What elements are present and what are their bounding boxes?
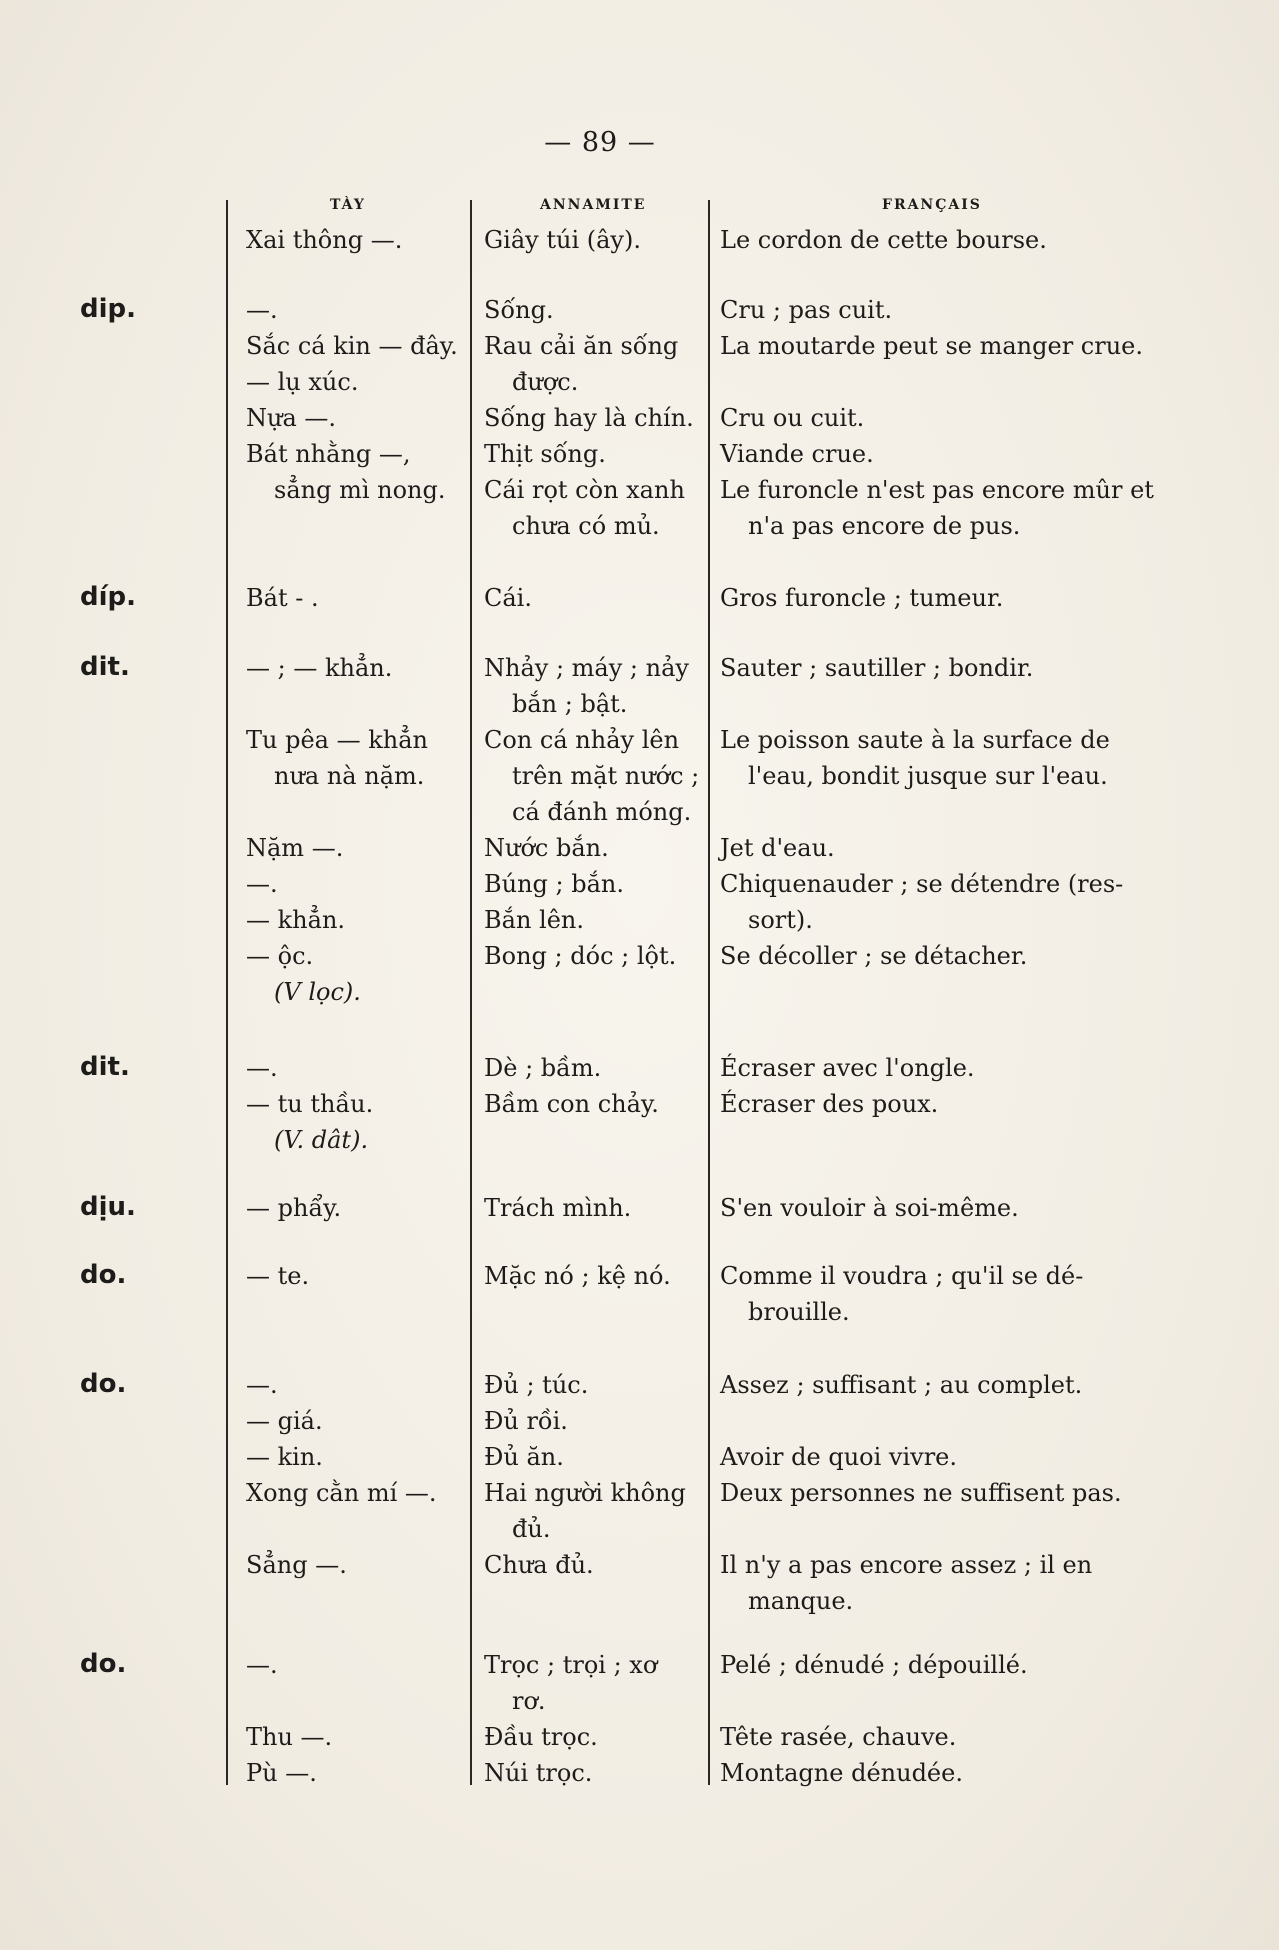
french-column-text (720, 1647, 1160, 1791)
text-line: Mặc nó ; kệ nó. (484, 1262, 671, 1290)
tay-column-text (246, 1647, 474, 1791)
text-line: — ; — khẳn. (246, 654, 393, 682)
text-line: Viande crue. (720, 440, 874, 468)
text-line: Nặm —. (246, 834, 344, 862)
text-line: Cái rọt còn xanh (484, 476, 685, 504)
page-number: — 89 — (544, 127, 656, 158)
french-column-text (720, 1258, 1160, 1330)
tay-column-text (246, 1050, 474, 1158)
text-line: Le cordon de cette bourse. (720, 226, 1047, 254)
column-divider-right (708, 200, 710, 1785)
text-line: trên mặt nước ; (512, 762, 700, 790)
column-header-francais: FRANÇAIS (882, 197, 982, 213)
text-line: sẳng mì nong. (274, 476, 446, 504)
tay-column-text (246, 292, 474, 508)
text-line: Se décoller ; se détacher. (720, 942, 1028, 970)
text-line: Nhảy ; máy ; nảy (484, 654, 689, 682)
text-line: Trọc ; trọi ; xơ (484, 1651, 658, 1679)
column-divider-left (226, 200, 228, 1785)
tay-column-text (246, 1367, 474, 1583)
text-line: Il n'y a pas encore assez ; il en (720, 1551, 1093, 1579)
column-header-tay: TÀY (330, 197, 366, 213)
text-line: Pelé ; dénudé ; dépouillé. (720, 1651, 1028, 1679)
french-column-text (720, 222, 1160, 258)
text-line: Rau cải ăn sống (484, 332, 679, 360)
text-line: Chiquenauder ; se détendre (res- (720, 870, 1124, 898)
text-line: Écraser des poux. (720, 1090, 939, 1118)
text-line: Sống hay là chín. (484, 404, 694, 432)
text-line: Sắc cá kin — đây. (246, 332, 458, 360)
text-line: cá đánh móng. (512, 798, 692, 826)
text-line: Hai người không (484, 1479, 686, 1507)
text-line: Assez ; suffisant ; au complet. (720, 1371, 1083, 1399)
annamite-column-text (484, 1258, 706, 1294)
text-line (720, 686, 1160, 722)
text-line: —. (246, 1054, 278, 1082)
text-line: n'a pas encore de pus. (748, 512, 1021, 540)
entry-headword: dit. (80, 652, 130, 682)
text-line (720, 1511, 1160, 1547)
text-line: Le furoncle n'est pas encore mûr et (720, 476, 1154, 504)
text-line: —. (246, 296, 278, 324)
text-line: S'en vouloir à soi-même. (720, 1194, 1019, 1222)
text-line: Núi trọc. (484, 1759, 593, 1787)
text-line: Sống. (484, 296, 554, 324)
text-line: sort). (748, 906, 813, 934)
text-line: Bầm con chảy. (484, 1090, 659, 1118)
text-line: —. (246, 1371, 278, 1399)
text-line: Cru ; pas cuit. (720, 296, 893, 324)
text-line: (V lọc). (274, 978, 361, 1006)
text-line: —. (246, 1651, 278, 1679)
text-line (720, 1403, 1160, 1439)
text-line: Nựa —. (246, 404, 337, 432)
text-line: Trách mình. (484, 1194, 632, 1222)
french-column-text (720, 1050, 1160, 1122)
text-line: — ộc. (246, 942, 314, 970)
text-line (246, 1511, 474, 1547)
text-line: — khẳn. (246, 906, 346, 934)
entry-headword: do. (80, 1369, 127, 1399)
text-line: La moutarde peut se manger crue. (720, 332, 1143, 360)
text-line: (V. dât). (274, 1126, 369, 1154)
text-line: l'eau, bondit jusque sur l'eau. (748, 762, 1108, 790)
text-line: Tête rasée, chauve. (720, 1723, 957, 1751)
annamite-column-text (484, 580, 706, 616)
text-line (720, 794, 1160, 830)
text-line: Búng ; bắn. (484, 870, 625, 898)
annamite-column-text (484, 1647, 706, 1791)
text-line: Đủ rồi. (484, 1407, 568, 1435)
text-line: — giá. (246, 1407, 323, 1435)
entry-headword: dit. (80, 1052, 130, 1082)
french-column-text (720, 650, 1160, 974)
tay-column-text (246, 580, 474, 616)
text-line: Nước bắn. (484, 834, 609, 862)
entry-headword: do. (80, 1649, 127, 1679)
french-column-text (720, 580, 1160, 616)
entry-headword: dịu. (80, 1192, 136, 1222)
text-line: — tu thầu. (246, 1090, 374, 1118)
text-line: Đủ ; túc. (484, 1371, 589, 1399)
text-line: Xong cằn mí —. (246, 1479, 437, 1507)
text-line: Bát - . (246, 584, 319, 612)
text-line: Montagne dénudée. (720, 1759, 963, 1787)
text-line: chưa có mủ. (512, 512, 660, 540)
text-line: Le poisson saute à la surface de (720, 726, 1110, 754)
text-line: Sauter ; sautiller ; bondir. (720, 654, 1034, 682)
text-line: Écraser avec l'ongle. (720, 1054, 975, 1082)
text-line: Tu pêa — khẳn (246, 726, 428, 754)
annamite-column-text (484, 1367, 706, 1583)
text-line: Deux personnes ne suffisent pas. (720, 1479, 1122, 1507)
text-line: Chưa đủ. (484, 1551, 594, 1579)
annamite-column-text (484, 650, 706, 974)
text-line: Đủ ăn. (484, 1443, 564, 1471)
text-line (720, 1683, 1160, 1719)
text-line: Bong ; dóc ; lột. (484, 942, 677, 970)
text-line: nưa nà nặm. (274, 762, 425, 790)
text-line: Pù —. (246, 1759, 317, 1787)
text-line: Gros furoncle ; tumeur. (720, 584, 1004, 612)
text-line (720, 364, 1160, 400)
text-line: Xai thông —. (246, 226, 403, 254)
text-line: Avoir de quoi vivre. (720, 1443, 958, 1471)
tay-column-text (246, 650, 474, 1010)
entry-headword: dip. (80, 294, 137, 324)
text-line: Cru ou cuit. (720, 404, 865, 432)
french-column-text (720, 1190, 1160, 1226)
tay-column-text (246, 1190, 474, 1226)
entry-headword: do. (80, 1260, 127, 1290)
annamite-column-text (484, 222, 706, 258)
tay-column-text (246, 1258, 474, 1294)
french-column-text (720, 292, 1160, 544)
tay-column-text (246, 222, 474, 258)
french-column-text (720, 1367, 1160, 1619)
text-line: Jet d'eau. (720, 834, 835, 862)
text-line: —. (246, 870, 278, 898)
text-line: bắn ; bật. (512, 690, 628, 718)
text-line: — te. (246, 1262, 310, 1290)
column-header-annamite: ANNAMITE (540, 197, 647, 213)
text-line: Bát nhằng —, (246, 440, 411, 468)
text-line: Cái. (484, 584, 532, 612)
text-line (246, 1683, 474, 1719)
text-line: Sẳng —. (246, 1551, 347, 1579)
text-line: — lụ xúc. (246, 368, 359, 396)
text-line: Giây túi (ây). (484, 226, 641, 254)
text-line: — phẩy. (246, 1194, 342, 1222)
text-line: đủ. (512, 1515, 551, 1543)
annamite-column-text (484, 292, 706, 544)
text-line (246, 686, 474, 722)
text-line (246, 794, 474, 830)
text-line: Dè ; bầm. (484, 1054, 602, 1082)
entry-headword: díp. (80, 582, 137, 612)
text-line: Bắn lên. (484, 906, 584, 934)
text-line: rơ. (512, 1687, 546, 1715)
text-line: — kin. (246, 1443, 323, 1471)
text-line: Con cá nhảy lên (484, 726, 680, 754)
text-line: được. (512, 368, 579, 396)
annamite-column-text (484, 1050, 706, 1122)
text-line: manque. (748, 1587, 854, 1615)
text-line: Đầu trọc. (484, 1723, 598, 1751)
text-line: Thịt sống. (484, 440, 606, 468)
annamite-column-text (484, 1190, 706, 1226)
text-line: Thu —. (246, 1723, 333, 1751)
text-line: brouille. (748, 1298, 850, 1326)
text-line: Comme il voudra ; qu'il se dé- (720, 1262, 1084, 1290)
